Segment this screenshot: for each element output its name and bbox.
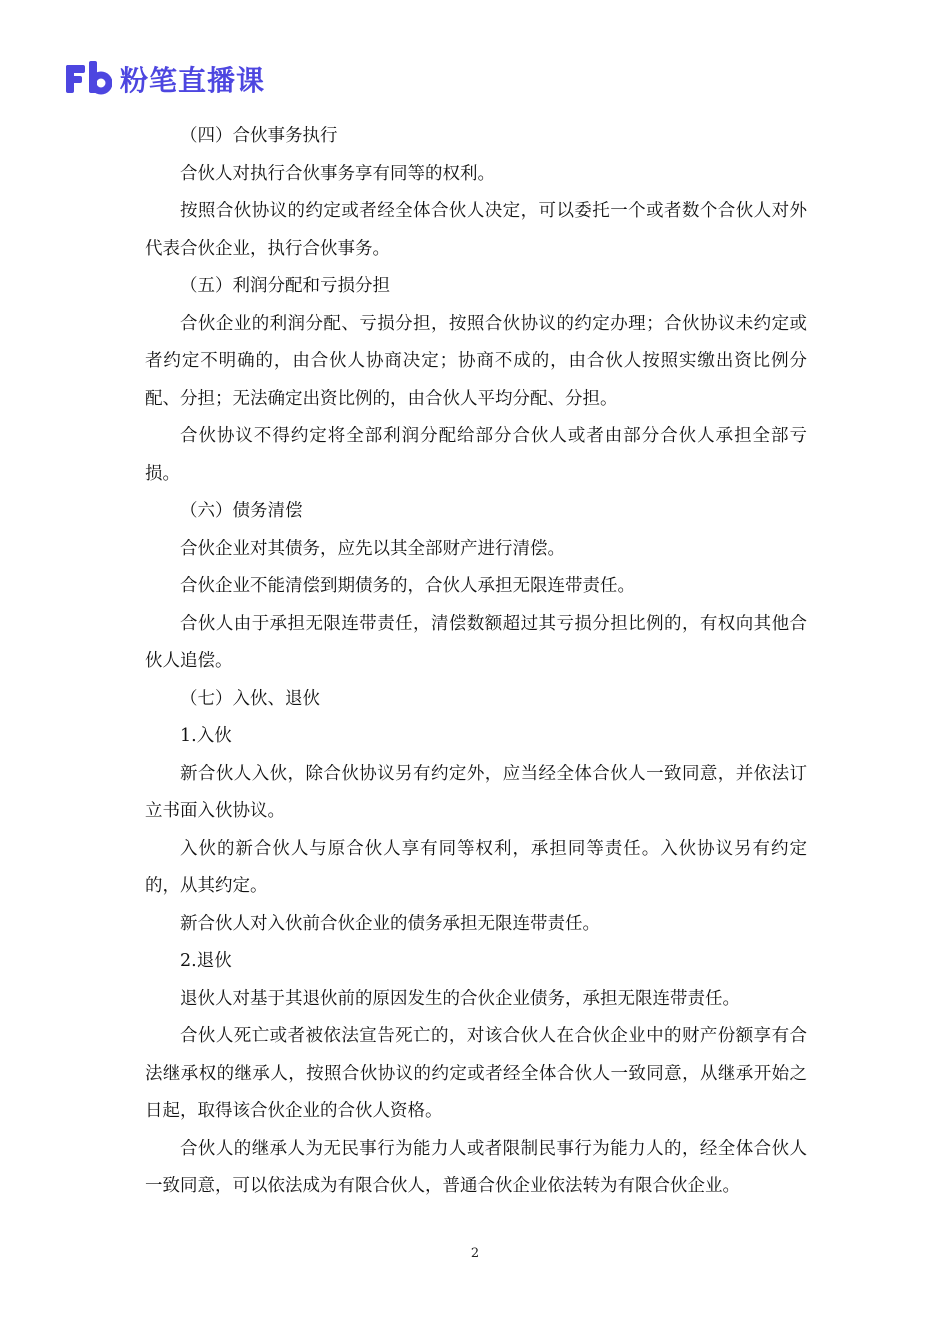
paragraph: 合伙协议不得约定将全部利润分配给部分合伙人或者由部分合伙人承担全部亏损。 [145,426,807,484]
paragraph: 入伙的新合伙人与原合伙人享有同等权利，承担同等责任。入伙协议另有约定的，从其约定。 [145,838,807,896]
paragraph: 合伙企业不能清偿到期债务的，合伙人承担无限连带责任。 [180,576,635,596]
brand-logo [66,60,265,98]
fb-logo-icon [66,61,112,97]
section-heading-5: （五）利润分配和亏损分担 [180,276,390,296]
paragraph: 合伙人由于承担无限连带责任，清偿数额超过其亏损分担比例的，有权向其他合伙人追偿。 [145,613,807,671]
paragraph: 新合伙人入伙，除合伙协议另有约定外，应当经全体合伙人一致同意，并依法订立书面入伙协议。 [145,763,807,821]
paragraph: 新合伙人对入伙前合伙企业的债务承担无限连带责任。 [180,913,600,934]
paragraph: 合伙企业的利润分配、亏损分担，按照合伙协议的约定办理；合伙协议未约定或者约定不明确的，由合伙人协商决定；协商不成的，由合伙人按照实缴出资比例分配、分担；无法确定出资比例的，由合伙人平均分配、分担。 [145,313,807,409]
paragraph: 合伙人对执行合伙事务享有同等的权利。 [180,163,495,184]
document-body [145,118,807,1206]
paragraph: 按照合伙协议的约定或者经全体合伙人决定，可以委托一个或者数个合伙人对外代表合伙企业，执行合伙事务。 [145,201,807,259]
section-heading-7: （七）入伙、退伙 [180,688,320,709]
page-number: 2 [470,1246,480,1261]
paragraph: 退伙人对基于其退伙前的原因发生的合伙企业债务，承担无限连带责任。 [180,988,740,1009]
section-heading-6: （六）债务清偿 [180,501,303,521]
subheading-join: 1.入伙 [180,726,232,746]
brand-name: 粉笔直播课 [120,64,266,97]
paragraph: 合伙企业对其债务，应先以其全部财产进行清偿。 [180,538,565,559]
subheading-withdraw: 2.退伙 [180,951,232,971]
paragraph: 合伙人的继承人为无民事行为能力人或者限制民事行为能力人的，经全体合伙人一致同意，可以依法成为有限合伙人，普通合伙企业依法转为有限合伙企业。 [145,1138,807,1196]
paragraph: 合伙人死亡或者被依法宣告死亡的，对该合伙人在合伙企业中的财产份额享有合法继承权的继承人，按照合伙协议的约定或者经全体合伙人一致同意，从继承开始之日起，取得该合伙企业的合伙人资格。 [145,1026,807,1121]
section-heading-4: （四）合伙事务执行 [180,126,338,146]
